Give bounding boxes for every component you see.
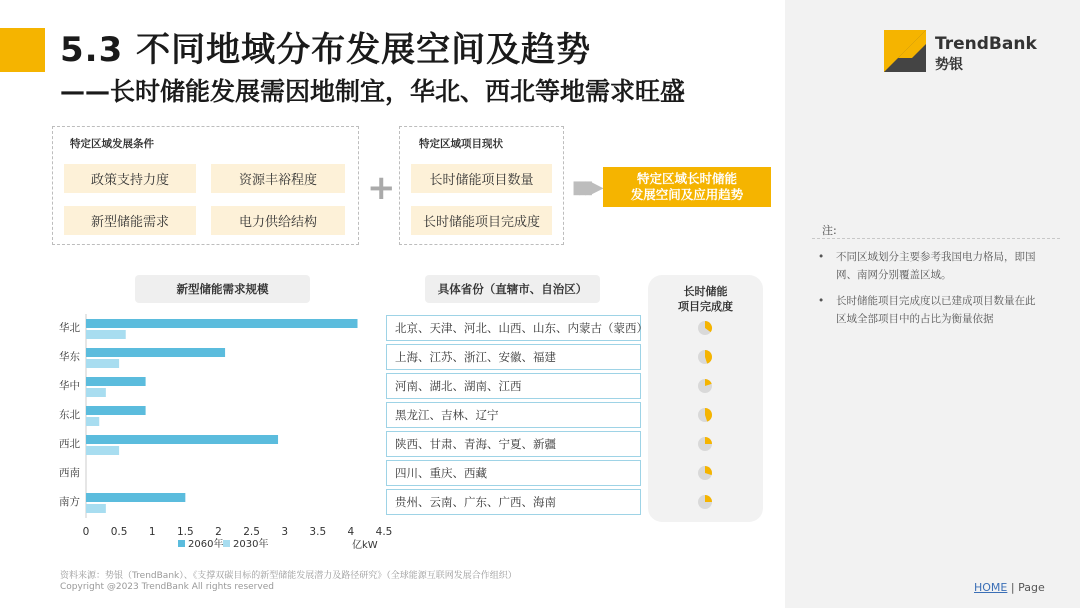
source-note: 资料来源：势银（TrendBank）、《支撑双碳目标的新型储能发展潜力及路径研究》（全球能源互联网发展合作组织）	[60, 571, 517, 581]
category-label: 东北	[59, 409, 80, 421]
condition-tag-demand: 新型储能需求	[64, 206, 196, 235]
x-tick-label: 3	[281, 526, 289, 538]
category-label: 西南	[59, 467, 80, 479]
flow-arrow-icon: ▮▮▮▶	[572, 177, 600, 198]
plus-sign: +	[367, 168, 396, 208]
chart-title: 新型储能需求规模	[135, 275, 310, 303]
brand-name-cn: 势银	[935, 57, 963, 73]
legend-label: 2030年	[233, 539, 269, 550]
note-text: 长时储能项目完成度以已建成项目数量在此区域全部项目中的占比为衡量依据	[836, 295, 1036, 325]
province-row: 四川、重庆、西藏	[386, 460, 641, 486]
copyright: Copyright @2023 TrendBank All rights reserved	[60, 582, 274, 592]
category-label: 南方	[59, 496, 80, 508]
bar-2060	[86, 377, 146, 386]
completion-pie-slice	[705, 495, 712, 502]
provinces-title: 具体省份（直辖市、自治区）	[425, 275, 600, 303]
bullet-icon: •	[818, 251, 825, 263]
x-tick-label: 4.5	[375, 526, 393, 538]
x-tick-label: 2	[215, 526, 222, 538]
bar-2060	[86, 435, 278, 444]
status-label: 特定区域项目现状	[419, 138, 503, 150]
condition-tag-supply: 电力供给结构	[211, 206, 345, 235]
legend-swatch	[178, 540, 185, 547]
bar-2030	[86, 359, 119, 368]
x-tick-label: 1.5	[176, 526, 194, 538]
bar-2060	[86, 348, 225, 357]
note-text: 不同区域划分主要参考我国电力格局，即国网、南网分别覆盖区域。	[836, 251, 1036, 281]
result-line1: 特定区域长时储能	[636, 171, 737, 186]
x-tick-label: 1	[148, 526, 156, 538]
home-link[interactable]: HOME	[974, 581, 1008, 594]
category-label: 华东	[59, 351, 80, 363]
category-label: 西北	[59, 438, 80, 450]
notes-title: 注:	[822, 224, 837, 237]
page-title: 5.3 不同地域分布发展空间及趋势	[60, 30, 592, 70]
brand-name: TrendBank	[935, 34, 1037, 54]
status-tag-count: 长时储能项目数量	[411, 164, 552, 193]
bar-2060	[86, 493, 185, 502]
page-link[interactable]: Page	[1018, 581, 1045, 594]
province-row: 陕西、甘肃、青海、宁夏、新疆	[386, 431, 641, 457]
province-row: 贵州、云南、广东、广西、海南	[386, 489, 641, 515]
completion-title-line2: 项目完成度	[678, 300, 733, 313]
result-line2: 发展空间及应用趋势	[630, 187, 744, 202]
province-row: 黑龙江、吉林、辽宁	[386, 402, 641, 428]
province-row: 河南、湖北、湖南、江西	[386, 373, 641, 399]
bullet-icon: •	[818, 295, 825, 307]
page-subtitle: ——长时储能发展需因地制宜，华北、西北等地需求旺盛	[60, 77, 686, 106]
bar-2030	[86, 504, 106, 513]
bar-2060	[86, 319, 358, 328]
condition-tag-resource: 资源丰裕程度	[211, 164, 345, 193]
x-tick-label: 0.5	[110, 526, 128, 538]
condition-tag-policy: 政策支持力度	[64, 164, 196, 193]
bar-2030	[86, 417, 99, 426]
province-row: 北京、天津、河北、山西、山东、内蒙古（蒙西）	[386, 315, 641, 341]
bar-2030	[86, 388, 106, 397]
completion-title-line1: 长时储能	[683, 285, 728, 298]
province-row: 上海、江苏、浙江、安徽、福建	[386, 344, 641, 370]
bar-2030	[86, 330, 126, 339]
x-tick-label: 0	[82, 526, 90, 538]
category-label: 华中	[59, 380, 80, 392]
x-tick-label: 4	[347, 526, 355, 538]
legend-label: 2060年	[188, 539, 224, 550]
bar-2060	[86, 406, 146, 415]
legend-swatch	[223, 540, 230, 547]
x-tick-label: 3.5	[309, 526, 327, 538]
nav-separator: |	[1007, 581, 1019, 594]
x-tick-label: 2.5	[243, 526, 260, 538]
status-tag-completion: 长时储能项目完成度	[411, 206, 552, 235]
category-label: 华北	[59, 322, 80, 334]
bar-2030	[86, 446, 119, 455]
completion-pie-slice	[705, 437, 712, 444]
x-unit-label: 亿kW	[352, 540, 378, 551]
conditions-label: 特定区域发展条件	[70, 138, 154, 150]
page-nav	[974, 581, 1045, 594]
